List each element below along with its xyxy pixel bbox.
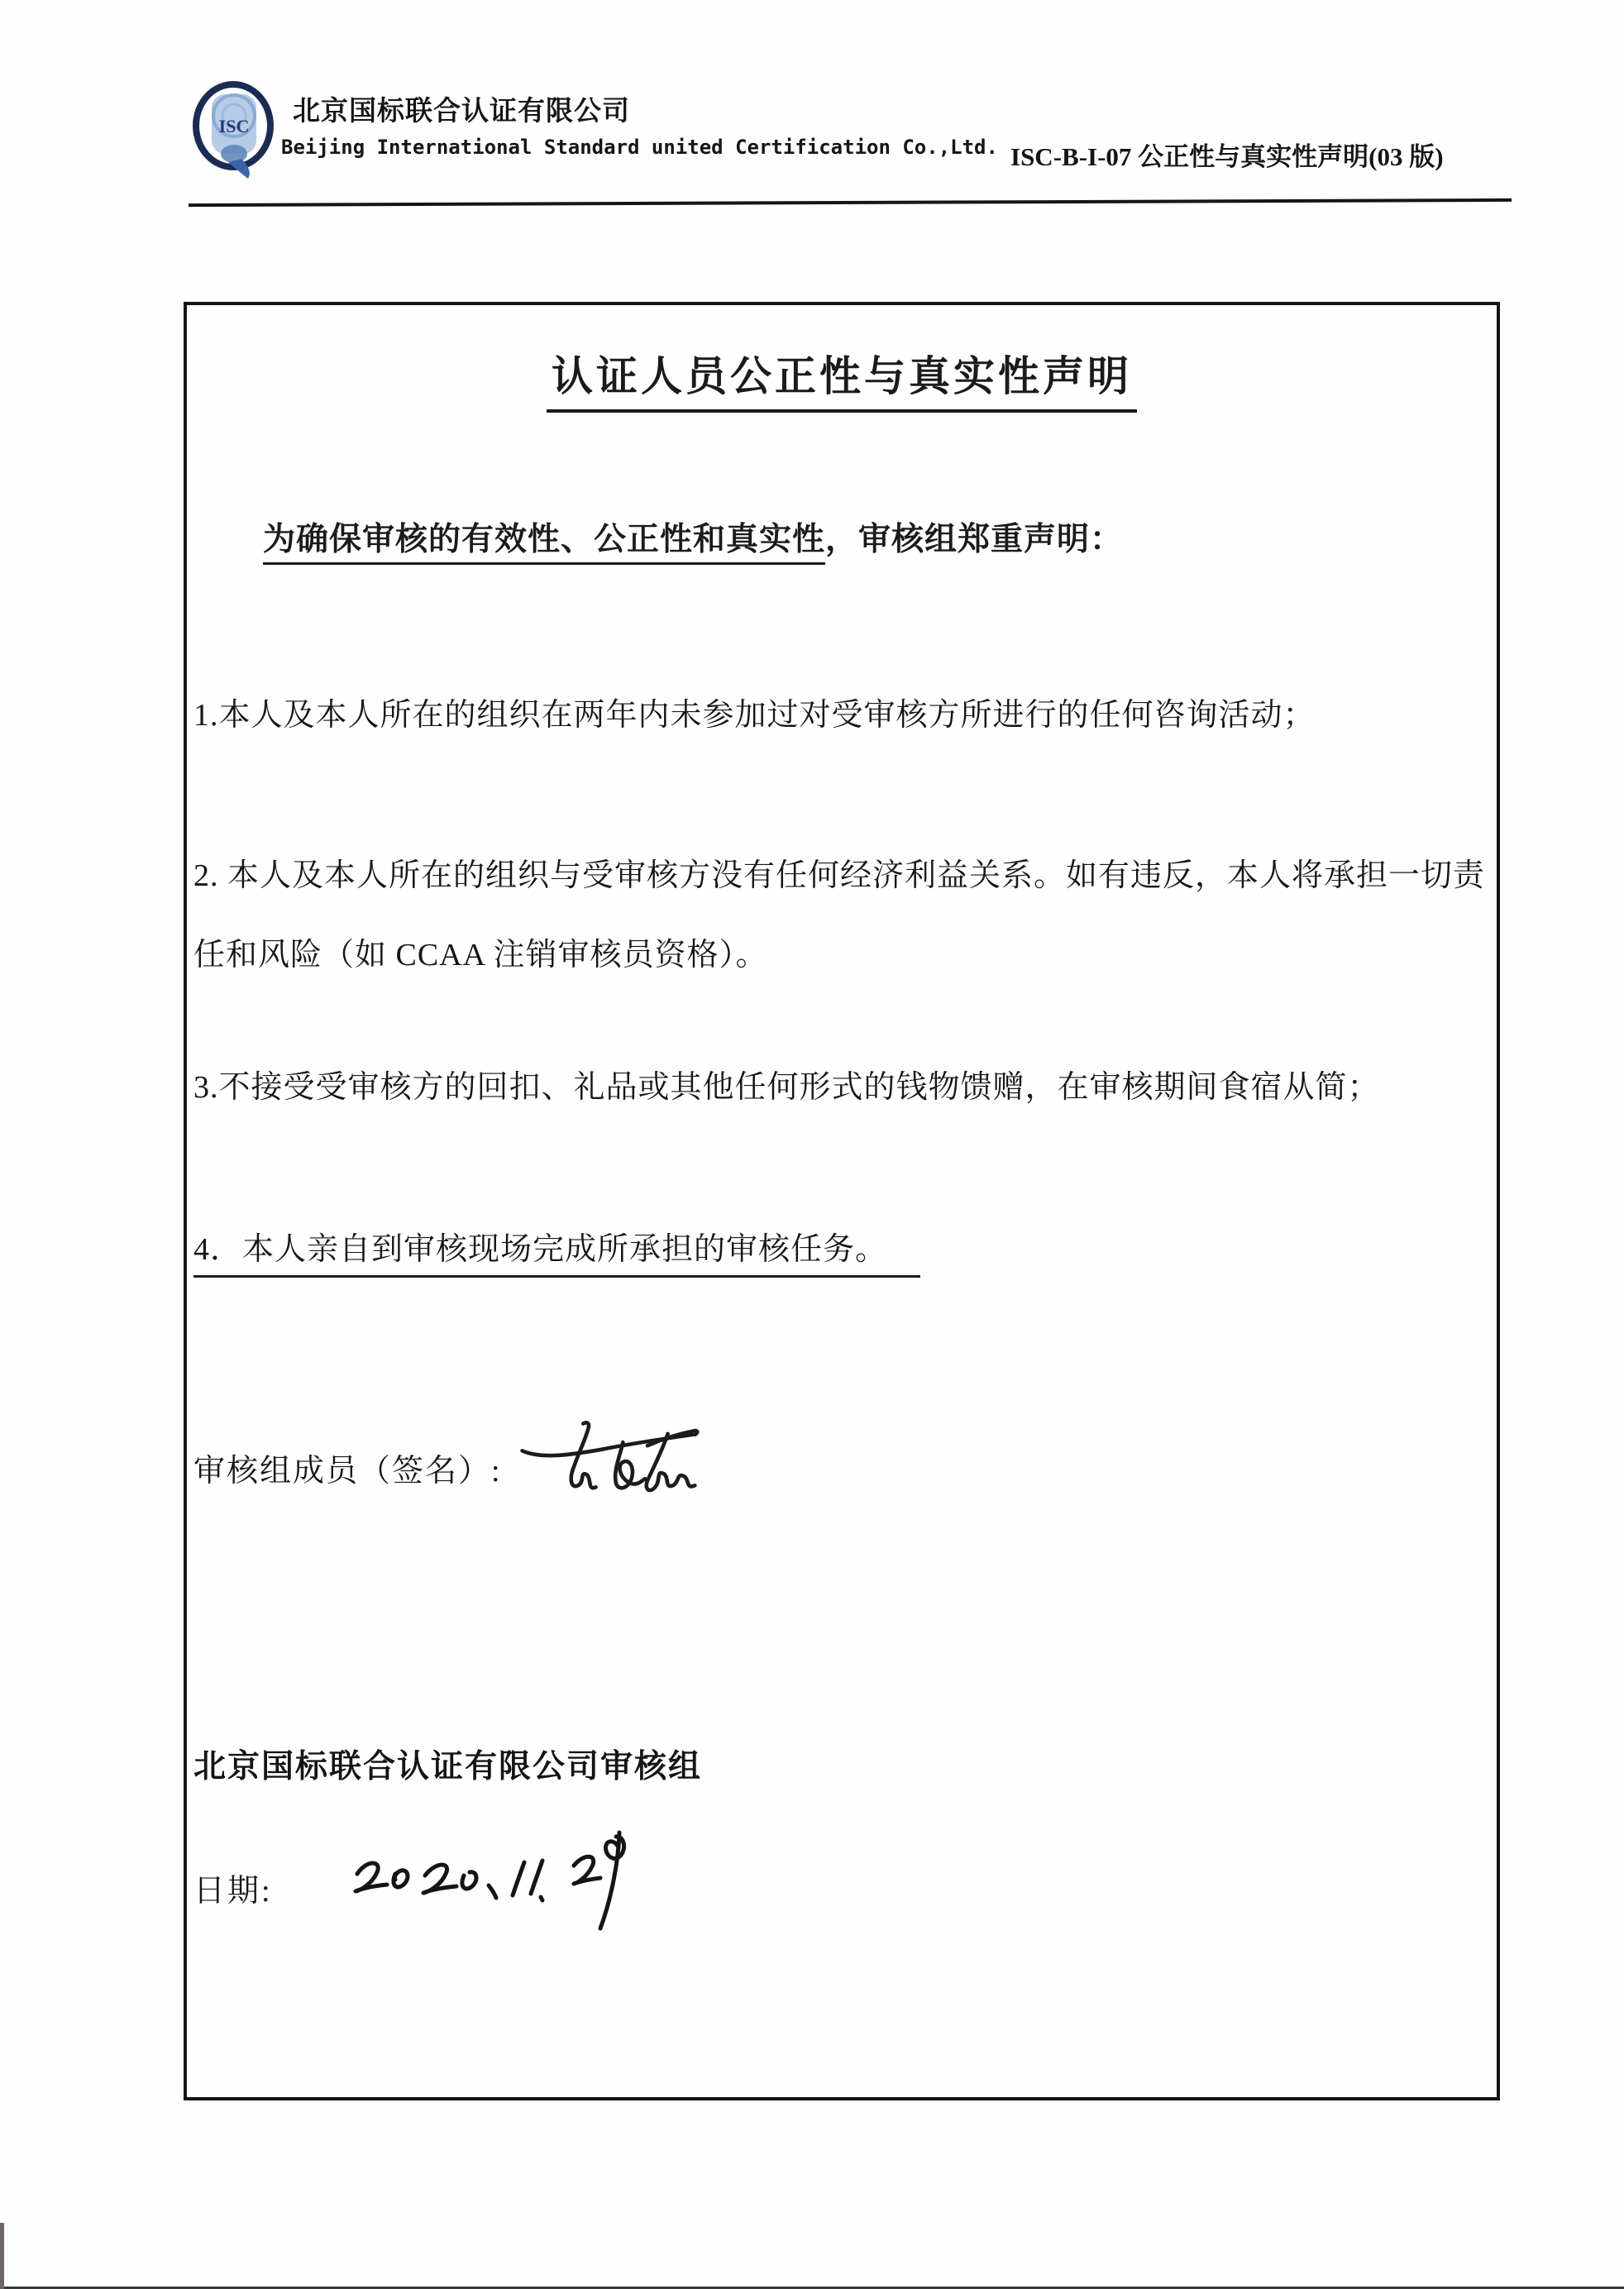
declaration-item-2: 2. 本人及本人所在的组织与受审核方没有任何经济利益关系。如有违反，本人将承担一切责任和风险（如 CCAA 注销审核员资格）。 — [193, 858, 1486, 972]
company-name-english: Beijing International Standard united Certification Co.,Ltd. — [281, 136, 998, 159]
date-label: 日期: — [193, 1874, 273, 1909]
isc-company-logo-icon — [192, 81, 278, 182]
handwritten-date — [319, 1823, 683, 1971]
declaration-item-4-text: 4．本人亲自到审核现场完成所承担的审核任务。 — [193, 1232, 920, 1278]
declaration-item-3: 3.不接受受审核方的回扣、礼品或其他任何形式的钱物馈赠，在审核期间食宿从简； — [193, 1070, 1380, 1105]
declaration-item-4 — [193, 1210, 1488, 1289]
declaration-box — [184, 302, 1500, 2100]
audit-team-line: 北京国标联合认证有限公司审核组 — [193, 1749, 703, 1785]
declaration-intro — [263, 514, 1123, 560]
intro-rest-text: ，审核组郑重声明： — [825, 522, 1124, 557]
declaration-title — [187, 343, 1497, 403]
auditor-handwritten-signature — [509, 1368, 782, 1546]
intro-underlined-text: 为确保审核的有效性、公正性和真实性 — [263, 522, 825, 565]
scan-left-edge-artifact — [0, 2223, 4, 2289]
header-divider-line — [189, 198, 1512, 207]
company-name-chinese: 北京国标联合认证有限公司 — [293, 97, 630, 127]
declaration-item-1: 1.本人及本人所在的组织在两年内未参加过对受审核方所进行的任何咨询活动； — [193, 698, 1316, 733]
declaration-title-text: 认证人员公正性与真实性声明 — [547, 353, 1137, 413]
logo-isc-text: ISC — [218, 116, 250, 136]
document-code: ISC-B-I-07 公正性与真实性声明(03 版) — [1010, 142, 1444, 171]
signature-label: 审核组成员（签名）: — [193, 1454, 502, 1489]
